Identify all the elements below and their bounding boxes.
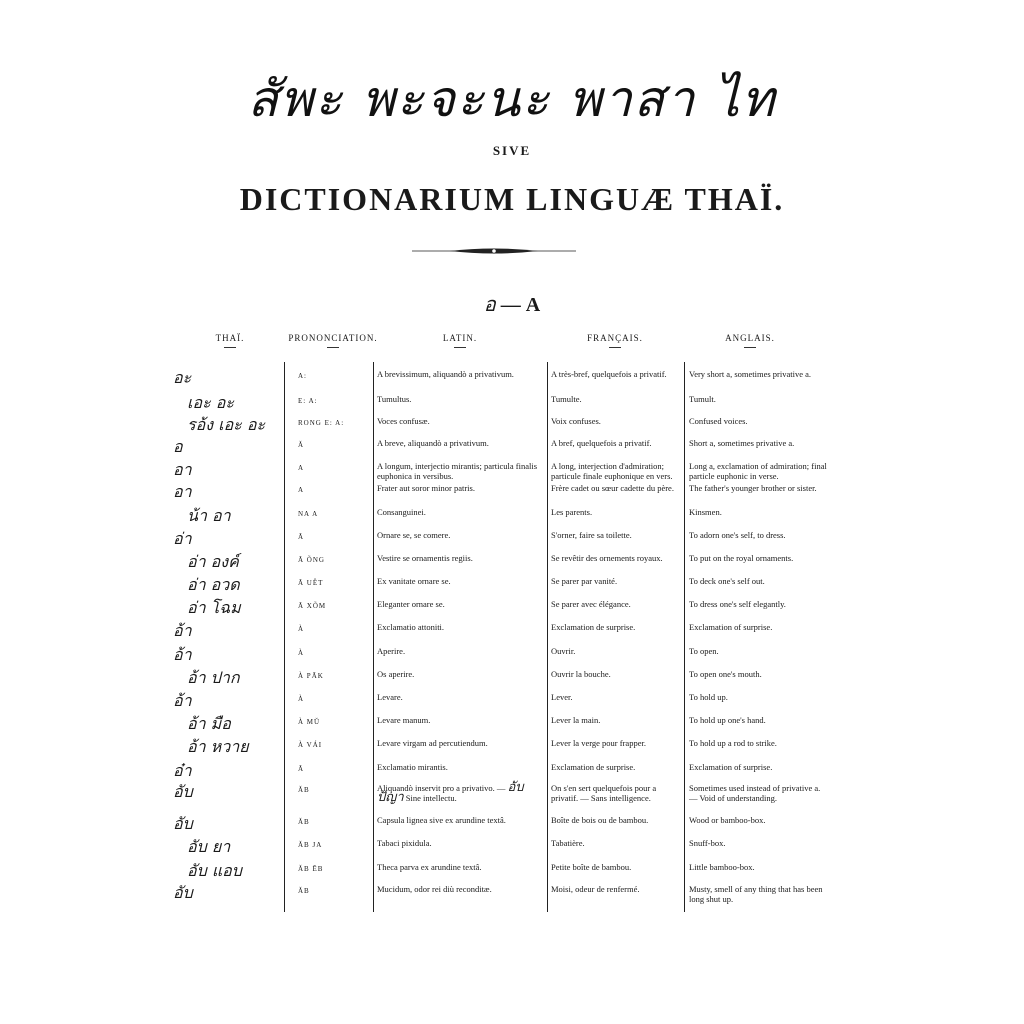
entry-thai: อะ <box>173 368 192 387</box>
entry-thai: อับ <box>173 883 193 902</box>
entry-english: Kinsmen. <box>689 507 722 517</box>
entry-thai: อับ ยา <box>187 837 231 856</box>
entry-latin: Capsula lignea sive ex arundine textâ. <box>377 815 506 825</box>
entry-latin: A breve, aliquandò a privativum. <box>377 438 489 448</box>
entry-latin: Exclamatio mirantis. <box>377 762 448 772</box>
entry-english: Snuff-box. <box>689 838 726 848</box>
entry-latin: Aperire. <box>377 646 406 656</box>
entry-thai: อ้า ปาก <box>187 668 240 687</box>
entry-pronunciation: À <box>298 649 305 657</box>
entry-latin: Mucidum, odor rei diù reconditæ. <box>377 884 492 894</box>
entry-thai: อา <box>173 482 192 501</box>
entry-french: A bref, quelquefois a privatif. <box>551 438 652 448</box>
entry-thai: อ้า <box>173 645 192 664</box>
entry-pronunciation: NA A <box>298 510 319 518</box>
entry-french: Voix confuses. <box>551 416 601 426</box>
entry-english: Confused voices. <box>689 416 748 426</box>
column-header-pronunciation <box>283 333 383 348</box>
entry-thai: น้า อา <box>187 506 231 525</box>
entry-latin-rest: Sine intellectu. <box>403 793 457 803</box>
entry-english: To adorn one's self, to dress. <box>689 530 786 540</box>
entry-french: On s'en sert quelquefois pour a privatif. — Sans intelligence. <box>551 783 657 803</box>
section-letter-latin: A <box>525 294 541 316</box>
entry-english: The father's younger brother or sister. <box>689 483 817 493</box>
entry-latin: Theca parva ex arundine textâ. <box>377 862 482 872</box>
entry-french: A très-bref, quelquefois a privatif. <box>551 369 667 379</box>
entry-thai: รอ้ง เอะ อะ <box>187 415 266 434</box>
entry-french: Lever. <box>551 692 573 702</box>
entry-latin: A brevissimum, aliquandò a privativum. <box>377 369 514 379</box>
entry-thai: อ่า อวด <box>187 575 240 594</box>
column-header-pron-label: PRONONCIATION. <box>288 333 378 343</box>
entry-english: To open one's mouth. <box>689 669 762 679</box>
entry-latin: Frater aut soror minor patris. <box>377 483 475 493</box>
entry-french: Ouvrir. <box>551 646 576 656</box>
entry-pronunciation: Ă <box>298 441 305 449</box>
entry-english: Exclamation of surprise. <box>689 622 773 632</box>
entry-pronunciation: Ã ÕNG <box>298 556 325 564</box>
entry-english: To hold up one's hand. <box>689 715 766 725</box>
entry-french: S'orner, faire sa toilette. <box>551 530 632 540</box>
entry-french: Petite boîte de bambou. <box>551 862 632 872</box>
entry-english: Long a, exclamation of admiration; final particle euphonic in verse. <box>689 461 827 481</box>
column-rule <box>684 362 685 912</box>
entry-thai: อ้า <box>173 691 192 710</box>
sive-label: SIVE <box>492 143 532 158</box>
entry-french: Lever la main. <box>551 715 601 725</box>
entry-french: A long, interjection d'admiration; particule finale euphonique en vers. <box>551 461 673 481</box>
entry-thai: อ่า โฉม <box>187 598 241 617</box>
entry-french: Se revêtir des ornements royaux. <box>551 553 663 563</box>
entry-english: Little bamboo-box. <box>689 862 755 872</box>
entry-pronunciation: Ã UÊT <box>298 579 324 587</box>
column-header-french-label: FRANÇAIS. <box>587 333 643 343</box>
entry-latin-text: Aliquandò inservit pro a privativo. — <box>377 783 508 793</box>
entry-english: To dress one's self elegantly. <box>689 599 786 609</box>
entry-thai: อับ <box>173 782 193 801</box>
entry-pronunciation: Ã <box>298 533 305 541</box>
entry-english: Exclamation of surprise. <box>689 762 773 772</box>
entry-french: Tabatière. <box>551 838 585 848</box>
entry-english: To hold up. <box>689 692 728 702</box>
section-dash: — <box>500 294 521 316</box>
entry-thai: อ่า <box>173 529 192 548</box>
entry-pronunciation: Ã XÕM <box>298 602 327 610</box>
entry-thai: อ๋า <box>173 761 192 780</box>
entry-english: To deck one's self out. <box>689 576 765 586</box>
entry-latin: Exclamatio attoniti. <box>377 622 445 632</box>
entry-latin: Levare. <box>377 692 403 702</box>
entry-latin: Tabaci pixidula. <box>377 838 432 848</box>
entry-french: Lever la verge pour frapper. <box>551 738 646 748</box>
entry-english: Tumult. <box>689 394 716 404</box>
entry-pronunciation: RONG E: A: <box>298 419 345 427</box>
entry-pronunciation: Ã <box>298 765 305 773</box>
column-header-latin-label: LATIN. <box>442 333 478 343</box>
entry-thai: อ่า องค์ <box>187 552 239 571</box>
entry-french: Boîte de bois ou de bambou. <box>551 815 649 825</box>
latin-title: DICTIONARIUM LINGUÆ THAÏ. <box>239 181 785 217</box>
entry-english: Sometimes used instead of privative a. — Void of understanding. <box>689 783 821 803</box>
column-rule <box>284 362 285 912</box>
entry-pronunciation: ĂB <box>298 887 310 895</box>
column-header-latin <box>420 333 500 348</box>
entry-latin: Vestire se ornamentis regiis. <box>377 553 473 563</box>
ornament-divider <box>410 244 578 258</box>
entry-french: Moisi, odeur de renfermé. <box>551 884 640 894</box>
entry-french: Se parer avec élégance. <box>551 599 631 609</box>
entry-pronunciation: À VÁI <box>298 741 323 749</box>
entry-latin: Voces confusæ. <box>377 416 430 426</box>
entry-english: To hold up a rod to strike. <box>689 738 777 748</box>
entry-pronunciation: ĂB <box>298 818 310 826</box>
entry-english: To put on the royal ornaments. <box>689 553 794 563</box>
entry-english: Musty, smell of any thing that has been long shut up. <box>689 884 823 904</box>
entry-latin: Os aperire. <box>377 669 415 679</box>
entry-french: Ouvrir la bouche. <box>551 669 611 679</box>
entry-latin-thai-word: อับ ปัญา <box>377 780 524 805</box>
entry-pronunciation: A <box>298 486 305 494</box>
entry-french: Exclamation de surprise. <box>551 622 636 632</box>
entry-french: Tumulte. <box>551 394 582 404</box>
thai-title: สัพะ พะจะนะ พาสา ไท <box>247 70 777 128</box>
entry-latin: Tumultus. <box>377 394 412 404</box>
entry-english: Short a, sometimes privative a. <box>689 438 795 448</box>
entry-french: Exclamation de surprise. <box>551 762 636 772</box>
section-heading <box>0 288 1024 320</box>
column-header-thai-label: THAÏ. <box>215 333 245 343</box>
column-header-english <box>710 333 790 348</box>
entry-thai: อา <box>173 460 192 479</box>
entry-pronunciation: E: A: <box>298 397 318 405</box>
entry-latin: A longum, interjectio mirantis; particula finalis euphonica in versibus. <box>377 461 538 481</box>
entry-french: Les parents. <box>551 507 593 517</box>
entry-latin: Levare virgam ad percutiendum. <box>377 738 488 748</box>
entry-latin <box>377 780 539 805</box>
column-rule <box>547 362 548 912</box>
entry-latin: Levare manum. <box>377 715 431 725</box>
entry-pronunciation: A: <box>298 372 307 380</box>
entry-pronunciation: ĂB ĒB <box>298 865 324 873</box>
section-letter-thai: อ <box>483 292 496 316</box>
entry-pronunciation: ĂB JA <box>298 841 323 849</box>
entry-thai: อ้า <box>173 621 192 640</box>
column-header-french <box>575 333 655 348</box>
entry-pronunciation: À MŬ <box>298 718 321 726</box>
entry-thai: อับ แอบ <box>187 861 242 880</box>
column-header-english-label: ANGLAIS. <box>725 333 775 343</box>
entry-latin: Eleganter ornare se. <box>377 599 445 609</box>
column-header-thai <box>205 333 255 348</box>
entry-thai: อ้า มือ <box>187 714 231 733</box>
entry-pronunciation: À <box>298 695 305 703</box>
column-rule <box>373 362 374 912</box>
entry-latin: Ornare se, se comere. <box>377 530 451 540</box>
entry-thai: อ้า หวาย <box>187 737 249 756</box>
entry-pronunciation: A <box>298 464 305 472</box>
entry-pronunciation: À <box>298 625 305 633</box>
entry-french: Se parer par vanité. <box>551 576 618 586</box>
entry-thai: เอะ อะ <box>187 393 234 412</box>
entry-pronunciation: À PĀK <box>298 672 324 680</box>
entry-latin: Consanguinei. <box>377 507 426 517</box>
entry-english: Very short a, sometimes privative a. <box>689 369 812 379</box>
entry-french: Frère cadet ou sœur cadette du père. <box>551 483 674 493</box>
entry-english: To open. <box>689 646 719 656</box>
entry-thai: อ <box>173 437 183 456</box>
entry-english: Wood or bamboo-box. <box>689 815 766 825</box>
entry-thai: อับ <box>173 814 193 833</box>
entry-latin: Ex vanitate ornare se. <box>377 576 451 586</box>
entry-pronunciation: ĂB <box>298 786 310 794</box>
